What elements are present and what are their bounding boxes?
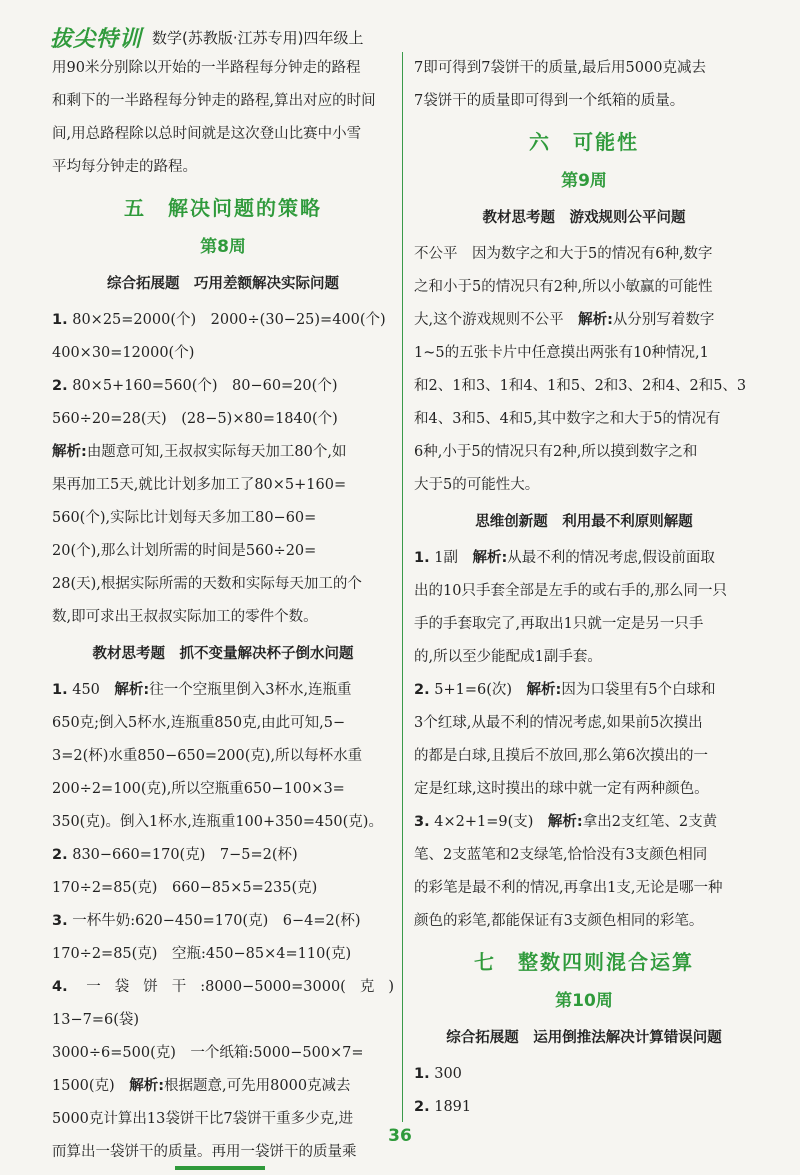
answer-line (52, 1070, 394, 1103)
answer-line: 170÷2=85(克) 660−85×5=235(克) (52, 880, 318, 896)
explanation-line (52, 436, 394, 469)
explanation-line: 大于5的可能性大。 (414, 477, 540, 493)
page-number: 36 (388, 1126, 412, 1146)
section-title: 教材思考题 抓不变量解决杯子倒水问题 (92, 646, 354, 662)
analysis-label: 解析: (547, 814, 583, 830)
answer-text: 830−660=170(克) 7−5=2(杯) (72, 847, 298, 863)
explanation-line: 650克;倒入5杯水,连瓶重850克,由此可知,5− (52, 715, 346, 731)
explanation-text: 往一个空瓶里倒入3杯水,连瓶重 (149, 682, 352, 698)
answer-text: 1891 (434, 1099, 472, 1115)
bottom-decoration-bar (175, 1166, 265, 1170)
explanation-line: 20(个),那么计划所需的时间是560÷20= (52, 543, 317, 559)
answer-text: 300 (434, 1066, 462, 1082)
page-header (50, 22, 364, 52)
answer-text: 5+1=6(次) (434, 682, 513, 698)
explanation-text: 根据题意,可先用8000克减去 (164, 1078, 351, 1094)
week-10-title: 第10周 (555, 991, 613, 1011)
unit-5-title: 五 解决问题的策略 (124, 196, 322, 220)
answer-text: 80×5+160=560(个) 80−60=20(个) (72, 378, 338, 394)
question-number: 2. (52, 378, 68, 394)
answer-text: 4×2+1=9(支) (434, 814, 534, 830)
answer-line (414, 542, 754, 575)
right-column (414, 52, 754, 1124)
explanation-text: 拿出2支红笔、2支黄 (582, 814, 718, 830)
answer-text: 1副 (434, 550, 458, 566)
analysis-label: 解析: (578, 312, 613, 328)
answer-line: 之和小于5的情况只有2种,所以小敏赢的可能性 (414, 279, 713, 295)
explanation-line: 350(克)。倒入1杯水,连瓶重100+350=450(克)。 (52, 814, 383, 830)
explanation-line: 手的手套取完了,再取出1只就一定是另一只手 (414, 616, 704, 632)
explanation-line: 28(天),根据实际所需的天数和实际每天加工的个 (52, 576, 362, 592)
explanation-line: 1~5的五张卡片中任意摸出两张有10种情况,1 (414, 345, 709, 361)
answer-line (414, 1091, 754, 1124)
analysis-label: 解析: (114, 682, 150, 698)
section-title: 教材思考题 游戏规则公平问题 (482, 210, 686, 226)
answer-line (52, 304, 394, 337)
explanation-text: 从分别写着数字 (612, 312, 715, 328)
explanation-line: 数,即可求出王叔叔实际加工的零件个数。 (52, 609, 318, 625)
explanation-line: 200÷2=100(克),所以空瓶重650−100×3= (52, 781, 345, 797)
explanation-line: 笔、2支蓝笔和2支绿笔,恰恰没有3支颜色相同 (414, 847, 708, 863)
question-number: 2. (52, 847, 68, 863)
explanation-line: 出的10只手套全部是左手的或右手的,那么同一只 (414, 583, 728, 599)
explanation-line: 而算出一袋饼干的质量。再用一袋饼干的质量乘 (52, 1144, 357, 1160)
question-number: 1. (414, 550, 430, 566)
explanation-line: 的彩笔是最不利的情况,再拿出1支,无论是哪一种 (414, 880, 723, 896)
analysis-label: 解析: (52, 444, 87, 460)
intro-line: 和剩下的一半路程每分钟走的路程,算出对应的时间 (52, 93, 376, 109)
intro-line: 平均每分钟走的路程。 (52, 159, 197, 175)
answer-line: 170÷2=85(克) 空瓶:450−85×4=110(克) (52, 946, 352, 962)
column-divider (402, 52, 403, 1122)
analysis-label: 解析: (129, 1078, 165, 1094)
answer-line: 3000÷6=500(克) 一个纸箱:5000−500×7= (52, 1045, 364, 1061)
answer-text: 450 (72, 682, 100, 698)
answer-line: 400×30=12000(个) (52, 345, 195, 361)
answer-line (414, 1058, 754, 1091)
week-9-title: 第9周 (561, 171, 607, 191)
answer-text: 因为数字之和大于5的情况有6种,数字 (472, 246, 713, 262)
section-title: 综合拓展题 运用倒推法解决计算错误问题 (446, 1030, 722, 1046)
explanation-line: 颜色的彩笔,都能保证有3支颜色相同的彩笔。 (414, 913, 704, 929)
answer-line (52, 905, 394, 938)
answer-line: 560÷20=28(天) (28−5)×80=1840(个) (52, 411, 338, 427)
analysis-label: 解析: (526, 682, 562, 698)
answer-text: 大,这个游戏规则不公平 (414, 312, 564, 328)
explanation-line: 7袋饼干的质量即可得到一个纸箱的质量。 (414, 93, 685, 109)
explanation-line: 定是红球,这时摸出的球中就一定有两种颜色。 (414, 781, 709, 797)
analysis-label: 解析: (472, 550, 508, 566)
unit-6-title: 六 可能性 (529, 130, 639, 154)
answer-text: 一杯牛奶:620−450=170(克) 6−4=2(杯) (72, 913, 361, 929)
answer-text: 一袋饼干:8000−5000=3000(克) 13−7=6(袋) (52, 979, 409, 1028)
question-number: 3. (52, 913, 68, 929)
explanation-text: 从最不利的情况考虑,假设前面取 (507, 550, 715, 566)
explanation-text: 因为口袋里有5个白球和 (561, 682, 716, 698)
explanation-line: 5000克计算出13袋饼干比7袋饼干重多少克,进 (52, 1111, 354, 1127)
answer-line (52, 971, 409, 1037)
explanation-line: 6种,小于5的情况只有2种,所以摸到数字之和 (414, 444, 698, 460)
answer-text: 1500(克) (52, 1078, 115, 1094)
section-title: 思维创新题 利用最不利原则解题 (475, 514, 693, 530)
explanation-line: 和2、1和3、1和4、1和5、2和3、2和4、2和5、3 (414, 378, 747, 394)
explanation-line: 和4、3和5、4和5,其中数字之和大于5的情况有 (414, 411, 721, 427)
question-number: 2. (414, 682, 430, 698)
series-logo: 拔尖特训 (50, 26, 143, 52)
question-number: 1. (52, 682, 68, 698)
explanation-text: 由题意可知,王叔叔实际每天加工80个,如 (86, 444, 347, 460)
explanation-line: 3个红球,从最不利的情况考虑,如果前5次摸出 (414, 715, 703, 731)
question-number: 2. (414, 1099, 430, 1115)
answer-line (52, 370, 394, 403)
book-subtitle: 数学(苏教版·江苏专用)四年级上 (152, 28, 364, 47)
section-title: 综合拓展题 巧用差额解决实际问题 (107, 276, 339, 292)
question-number: 3. (414, 814, 430, 830)
explanation-line: 果再加工5天,就比计划多加工了80×5+160= (52, 477, 347, 493)
answer-line (414, 806, 754, 839)
answer-line (414, 304, 754, 337)
intro-line: 用90米分别除以开始的一半路程每分钟走的路程 (52, 60, 361, 76)
question-number: 1. (414, 1066, 430, 1082)
week-8-title: 第8周 (200, 237, 246, 257)
answer-text: 80×25=2000(个) 2000÷(30−25)=400(个) (72, 312, 386, 328)
unit-7-title: 七 整数四则混合运算 (474, 950, 694, 974)
explanation-line: 560(个),实际比计划每天多加工80−60= (52, 510, 317, 526)
question-number: 4. (52, 979, 68, 995)
answer-line (52, 839, 394, 872)
explanation-line: 的都是白球,且摸后不放回,那么第6次摸出的一 (414, 748, 708, 764)
answer-line (414, 238, 754, 271)
explanation-line: 7即可得到7袋饼干的质量,最后用5000克减去 (414, 60, 706, 76)
answer-line (414, 674, 754, 707)
answer-text: 不公平 (414, 246, 458, 262)
answer-line (52, 674, 394, 707)
question-number: 1. (52, 312, 68, 328)
explanation-line: 3=2(杯)水重850−650=200(克),所以每杯水重 (52, 748, 363, 764)
explanation-line: 的,所以至少能配成1副手套。 (414, 649, 602, 665)
intro-line: 间,用总路程除以总时间就是这次登山比赛中小雪 (52, 126, 362, 142)
